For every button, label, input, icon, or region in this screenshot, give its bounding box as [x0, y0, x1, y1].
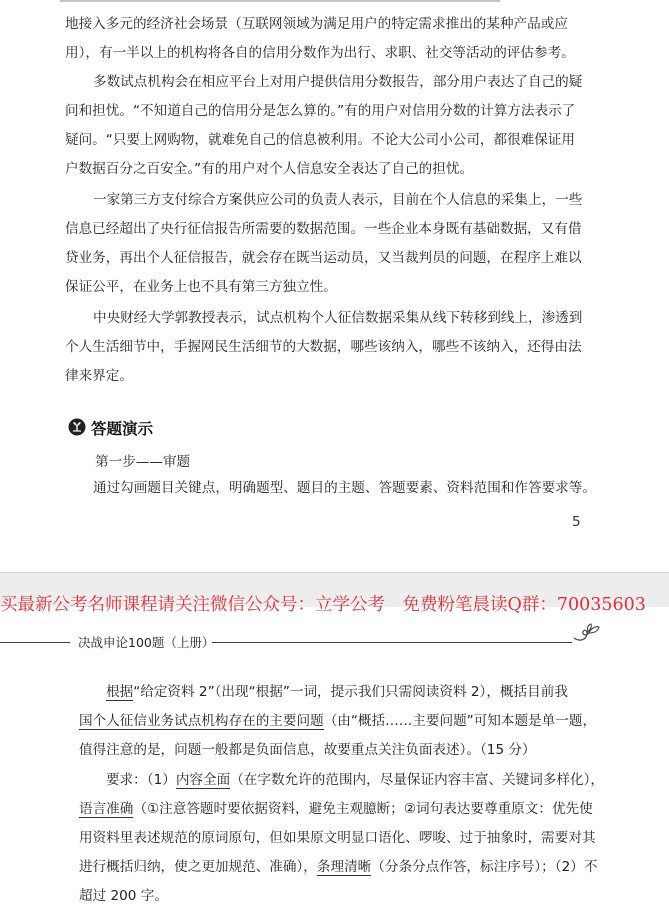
question-text-line: [79, 711, 596, 731]
text-line: 中央财经大学郭教授表示，试点机构个人征信数据采集从线下转移到线上，渗透到: [93, 310, 583, 326]
leaf-swirl-icon: [572, 622, 602, 644]
book-header-title: 决战申论100题（上册）: [78, 635, 215, 650]
keyword-underline: 内容全面: [175, 772, 231, 788]
section-title: 答题演示: [91, 420, 154, 438]
text-run: “给定资料 2”（出现“根据”一词，提示我们只需阅读资料 2），概括目前我: [133, 684, 568, 700]
text-run: （由“概括……主要问题”可知本题是单一题，: [323, 713, 597, 729]
keyword-underline: 根据: [106, 684, 134, 700]
text-line: 疑问。“只要上网购物，就难免自己的信息被利用。不论大公司小公司，都很难保证用: [65, 132, 576, 148]
requirement-text-line: [106, 770, 604, 790]
text-line: 保证公平，在业务上也不具有第三方独立性。: [65, 279, 337, 295]
text-line: 信息已经超出了央行征信报告所需要的数据范围。一些企业本身既有基础数据，又有借: [65, 221, 582, 237]
requirement-text-line: [79, 799, 593, 819]
question-text-line: [106, 682, 568, 702]
page-number: 5: [572, 514, 581, 530]
keyword-underline: 语言准确: [79, 801, 134, 817]
requirement-text-line: [79, 857, 597, 877]
page-bottom: [0, 618, 669, 904]
requirement-text-line: 超过 200 字。: [79, 888, 168, 904]
text-run: 要求：（1）: [106, 772, 176, 788]
text-line: 户数据百分之百安全。”有的用户对个人信息安全表达了自己的担忧。: [65, 161, 474, 177]
text-line: 律来界定。: [65, 368, 133, 384]
header-rule-left: [0, 642, 70, 643]
text-run: （分条分点作答，标注序号）；（2）不: [371, 859, 598, 875]
text-run: （在字数允许的范围内，尽量保证内容丰富、关键词多样化），: [230, 772, 605, 788]
text-run: （①注意答题时要依据资料，避免主观臆断；②词句表达要尊重原文：优先使: [133, 801, 593, 817]
text-run: 进行概括归纳，使之更加规范、准确），: [79, 859, 317, 875]
text-line: 问和担忧。“不知道自己的信用分是怎么算的。”有的用户对信用分数的计算方法表示了: [65, 103, 576, 119]
text-line: 个人生活细节中，手握网民生活细节的大数据，哪些该纳入，哪些不该纳入，还得由法: [65, 339, 582, 355]
text-line: 通过勾画题目关键点，明确题型、题目的主题、答题要素、资料范围和作答要求等。: [93, 480, 596, 496]
cut-off-text-line: [60, 0, 500, 8]
text-line: 地接入多元的经济社会场景（互联网领域为满足用户的特定需求推出的某种产品或应: [65, 16, 568, 32]
text-line: 贷业务，再出个人征信报告，就会存在既当运动员，又当裁判员的问题，在程序上难以: [65, 250, 582, 266]
question-text-line: 值得注意的是，问题一般都是负面信息，故要重点关注负面表述）。（15 分）: [79, 742, 536, 758]
keyword-underline: 条理清晰: [316, 859, 372, 875]
text-line: 多数试点机构会在相应平台上对用户提供信用分数报告，部分用户表达了自己的疑: [93, 74, 583, 90]
header-rule-right: [212, 642, 572, 643]
step-title: 第一步——审题: [95, 454, 191, 470]
requirement-text-line: 用资料里表述规范的原词原句，但如果原文明显口语化、啰唆、过于抽象时，需要对其: [79, 830, 596, 846]
text-line: 一家第三方支付综合方案供应公司的负责人表示，目前在个人信息的采集上，一些: [93, 192, 583, 208]
text-line: 用），有一半以上的机构将各自的信用分数作为出行、求职、社交等活动的评估参考。: [65, 45, 575, 61]
section-badge-icon: [68, 418, 86, 436]
promo-banner: 买最新公考名师课程请关注微信公众号：立学公考 免费粉笔晨读Q群：70035603: [0, 595, 646, 615]
keyword-underline: 国个人征信业务试点机构存在的主要问题: [79, 713, 324, 729]
